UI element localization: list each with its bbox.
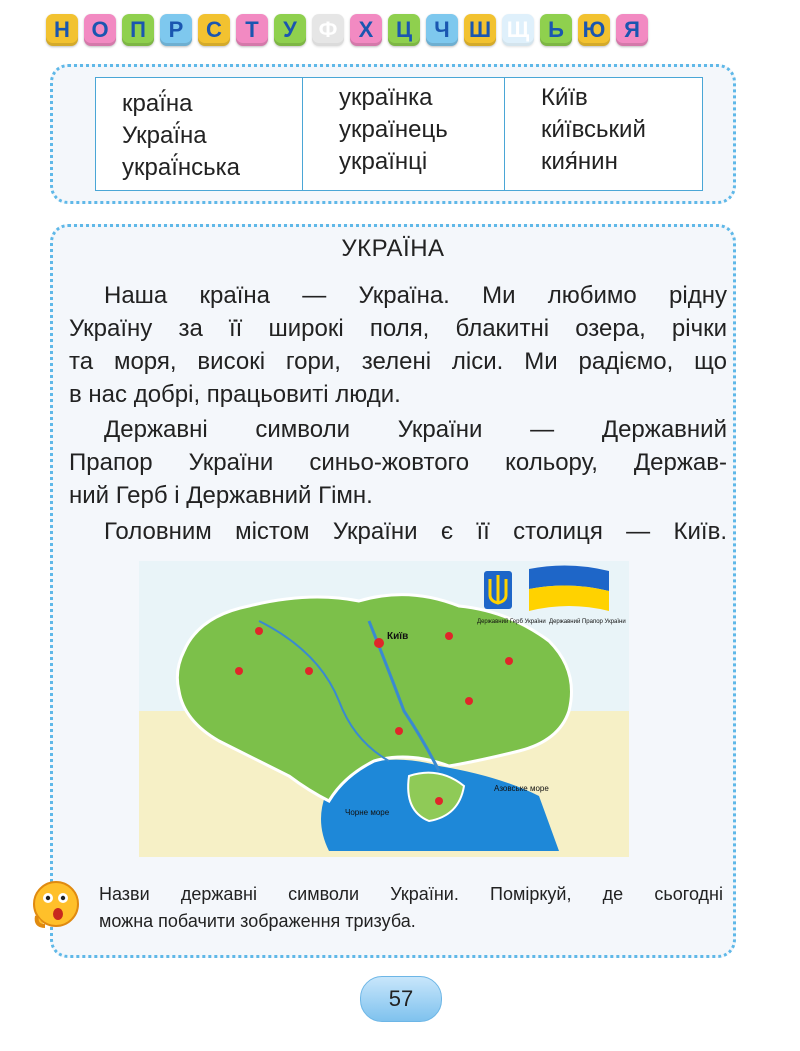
city-marker bbox=[445, 632, 453, 640]
city-marker bbox=[505, 657, 513, 665]
word: Ки́їв bbox=[541, 84, 588, 111]
city-marker bbox=[305, 667, 313, 675]
word: Украї́на bbox=[122, 122, 207, 149]
letter-tile: Щ bbox=[502, 14, 534, 46]
word-column bbox=[96, 78, 302, 190]
letter-tile: Х bbox=[350, 14, 382, 46]
city-marker bbox=[374, 638, 384, 648]
paragraph-1 bbox=[69, 279, 727, 411]
question-text bbox=[99, 881, 723, 935]
coat-of-arms-label: Державний Герб України bbox=[477, 619, 546, 625]
letter-tile: Т bbox=[236, 14, 268, 46]
story-title: УКРАЇНА bbox=[341, 235, 445, 262]
word: краї́на bbox=[122, 90, 193, 117]
word-table-panel bbox=[50, 64, 736, 204]
city-marker bbox=[435, 797, 443, 805]
word: українці bbox=[339, 148, 428, 175]
city-marker bbox=[255, 627, 263, 635]
trident-icon bbox=[484, 571, 512, 609]
ukraine-map bbox=[139, 561, 629, 857]
letter-tile: Ц bbox=[388, 14, 420, 46]
paragraph-3 bbox=[69, 515, 727, 548]
text-line: Назви державні символи України. Поміркуй, де сьогодні bbox=[99, 884, 723, 904]
letter-tile: С bbox=[198, 14, 230, 46]
word: українець bbox=[339, 116, 448, 143]
text-line: Державні символи України — Державний bbox=[104, 416, 727, 443]
city-marker bbox=[235, 667, 243, 675]
word-table bbox=[95, 77, 703, 191]
paragraph-2 bbox=[69, 413, 727, 512]
text-line: Наша країна — Україна. Ми любимо рідну bbox=[104, 282, 727, 309]
capital-label: Київ bbox=[387, 631, 409, 642]
alphabet-strip bbox=[46, 14, 746, 50]
word: кия́нин bbox=[541, 148, 618, 175]
black-sea-label: Чорне море bbox=[345, 808, 390, 817]
city-marker bbox=[465, 697, 473, 705]
text-line: Прапор України синьо-жовтого кольору, Держав- bbox=[69, 449, 727, 476]
letter-tile: Р bbox=[160, 14, 192, 46]
azov-sea-label: Азовське море bbox=[494, 784, 549, 793]
thinking-emoji-icon bbox=[31, 872, 81, 932]
letter-tile: Ь bbox=[540, 14, 572, 46]
letter-tile: Н bbox=[46, 14, 78, 46]
letter-tile: Ч bbox=[426, 14, 458, 46]
word-column bbox=[504, 78, 702, 190]
flag-label: Державний Прапор України bbox=[549, 619, 626, 625]
text-line: можна побачити зображення тризуба. bbox=[99, 911, 416, 931]
text-line: в нас добрі, працьовиті люди. bbox=[69, 381, 401, 408]
page-number: 57 bbox=[360, 976, 442, 1022]
word: українка bbox=[339, 84, 433, 111]
text-line: Україну за її широкі поля, блакитні озера, річки bbox=[69, 315, 727, 342]
text-line: Головним містом України є її столиця — Київ. bbox=[104, 518, 727, 545]
letter-tile: Ш bbox=[464, 14, 496, 46]
city-marker bbox=[395, 727, 403, 735]
word-column bbox=[302, 78, 504, 190]
flag-icon bbox=[529, 565, 609, 611]
letter-tile: Я bbox=[616, 14, 648, 46]
story-panel bbox=[50, 224, 736, 958]
text-line: та моря, високі гори, зелені ліси. Ми радіємо, що bbox=[69, 348, 727, 375]
word: украї́нська bbox=[122, 154, 240, 181]
letter-tile: Ф bbox=[312, 14, 344, 46]
letter-tile: П bbox=[122, 14, 154, 46]
letter-tile: У bbox=[274, 14, 306, 46]
text-line: ний Герб і Державний Гімн. bbox=[69, 482, 373, 509]
word: ки́ївський bbox=[541, 116, 646, 143]
letter-tile: Ю bbox=[578, 14, 610, 46]
letter-tile: О bbox=[84, 14, 116, 46]
